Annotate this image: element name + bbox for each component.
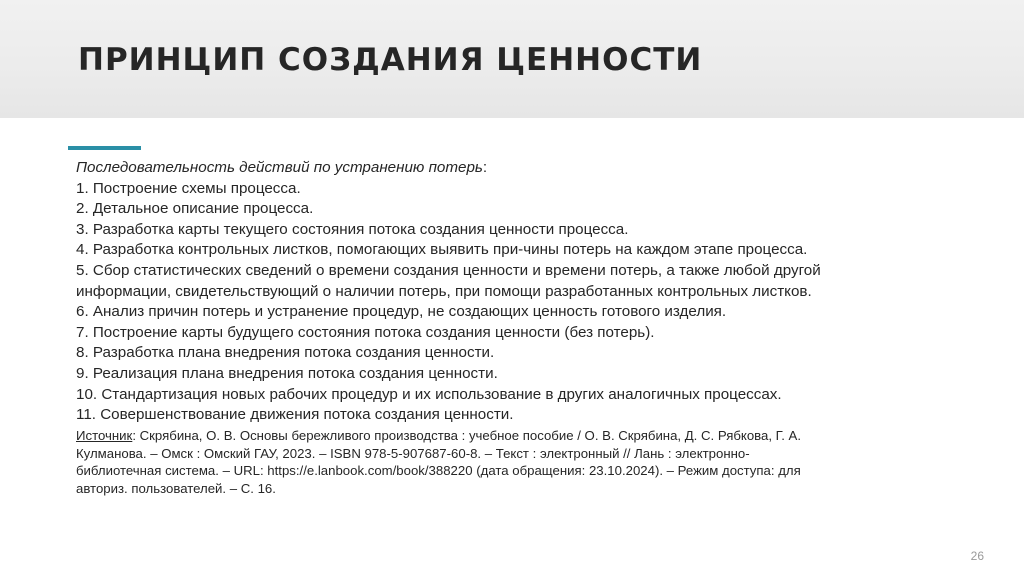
source-text-1: : Скрябина, О. В. Основы бережливого производства : учебное пособие / О. В. Скрябина, Д. С. Рябкова, Г. А.: [132, 427, 802, 443]
step-7: 7. Построение карты будущего состояния потока создания ценности (без потерь).: [76, 323, 655, 341]
step-9: 9. Реализация плана внедрения потока создания ценности.: [76, 364, 498, 382]
page-number: 26: [970, 549, 984, 563]
step-10: 10. Стандартизация новых рабочих процедур и их использование в других аналогичных процессах.: [76, 385, 782, 403]
intro-text: Последовательность действий по устранению потерь: [76, 159, 483, 176]
step-4: 4. Разработка контрольных листков, помогающих выявить при-чины потерь на каждом этапе процесса.: [76, 241, 808, 259]
step-8: 8. Разработка плана внедрения потока создания ценности.: [76, 344, 495, 362]
accent-bar: [68, 146, 141, 150]
slide-content: [76, 158, 976, 498]
source-line-4: авториз. пользователей. – С. 16.: [76, 481, 276, 497]
slide-title: ПРИНЦИП СОЗДАНИЯ ЦЕННОСТИ: [78, 42, 703, 78]
step-6: 6. Анализ причин потерь и устранение процедур, не создающих ценность готового изделия.: [76, 303, 727, 321]
step-5: 5. Сбор статистических сведений о времени создания ценности и времени потерь, а также любой другой: [76, 261, 821, 279]
step-3: 3. Разработка карты текущего состояния потока создания ценности процесса.: [76, 220, 629, 238]
source-label: Источник: [76, 427, 133, 443]
source-line-1: [76, 427, 976, 445]
source-line-3: библиотечная система. – URL: https://e.lanbook.com/book/388220 (дата обращения: 23.10.2024). – Режим доступа: для: [76, 463, 801, 479]
source-citation: [76, 427, 976, 498]
step-11: 11. Совершенствование движения потока создания ценности.: [76, 406, 514, 424]
step-2: 2. Детальное описание процесса.: [76, 200, 314, 218]
intro-colon: :: [482, 159, 488, 176]
source-line-2: Кулманова. – Омск : Омский ГАУ, 2023. – ISBN 978-5-907687-60-8. – Текст : электронный // Лань : электронно-: [76, 445, 750, 461]
step-1: 1. Построение схемы процесса.: [76, 179, 301, 197]
step-5-continued: информации, свидетельствующий о наличии потерь, при помощи разработанных контрольных листков.: [76, 282, 812, 300]
intro-line: [76, 158, 976, 179]
